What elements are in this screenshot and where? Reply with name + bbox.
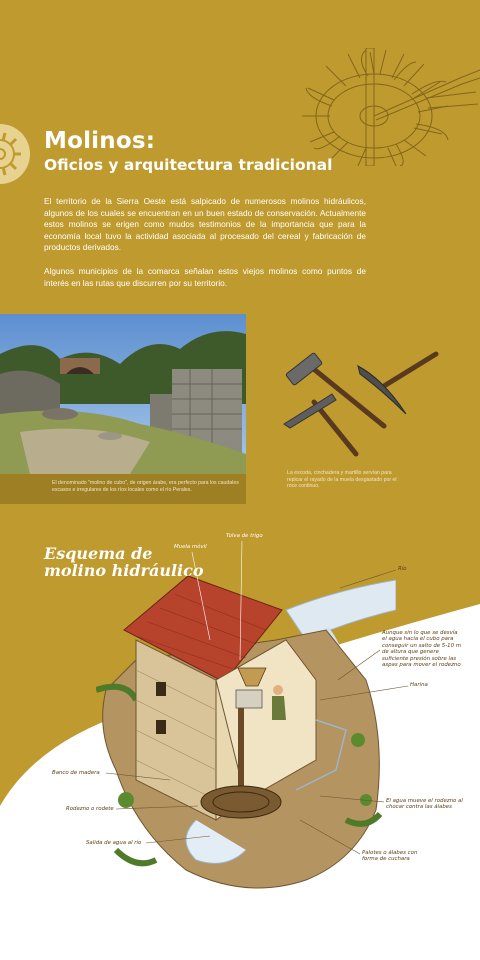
page-title: Molinos: — [44, 128, 156, 154]
label-cubo: Aunque sin lo que se desvía el agua hacia el cubo para conseguir un salto de 5-10 m de altura que genere suficiente presión sobre las aspas para mover el rodezno — [382, 630, 462, 669]
scheme-title-line-1: Esquema de — [44, 544, 153, 563]
photo-caption: El denominado "molino de cubo", de origen árabe, era perfecto para los caudales escasos e irregulares de los ríos locales como el río Perales. — [52, 480, 239, 493]
label-rio: Río — [398, 566, 407, 572]
scheme-title-line-2: molino hidráulico — [44, 561, 204, 580]
label-salida: Salida de agua al río — [86, 840, 142, 846]
page-subtitle: Oficios y arquitectura tradicional — [44, 156, 333, 174]
intro-paragraph-2: Algunos municipios de la comarca señalan estos viejos molinos como puntos de interés en las rutas que discurren por su territorio. — [44, 266, 366, 288]
label-banco: Banco de madera — [52, 770, 100, 776]
label-rodezno: Rodezno o rodete — [66, 806, 114, 812]
label-agua-mueve: El agua mueve el rodezno al chocar contra las álabes — [386, 798, 463, 811]
label-harina: Harina — [410, 682, 428, 688]
label-tolva: Tolva de trigo — [226, 533, 263, 539]
label-muela: Muela móvil — [174, 544, 207, 550]
label-palas: Palotes o álabes con forma de cuchara — [362, 850, 418, 863]
intro-paragraph-1: El territorio de la Sierra Oeste está salpicado de numerosos molinos hidráulicos, algunos de los cuales se encuentran en un buen estado de conservación. Actualmente estos molinos se erigen como mudos testimonios de la importancia que para la economía local tuvo la actividad asociada al procesado del cereal y fabricación de productos derivados. — [44, 196, 366, 253]
tools-caption: La escoda, cinchadera y martillo servían para repicar el rayado de la muela desgastado por el roce continuo. — [287, 470, 397, 490]
